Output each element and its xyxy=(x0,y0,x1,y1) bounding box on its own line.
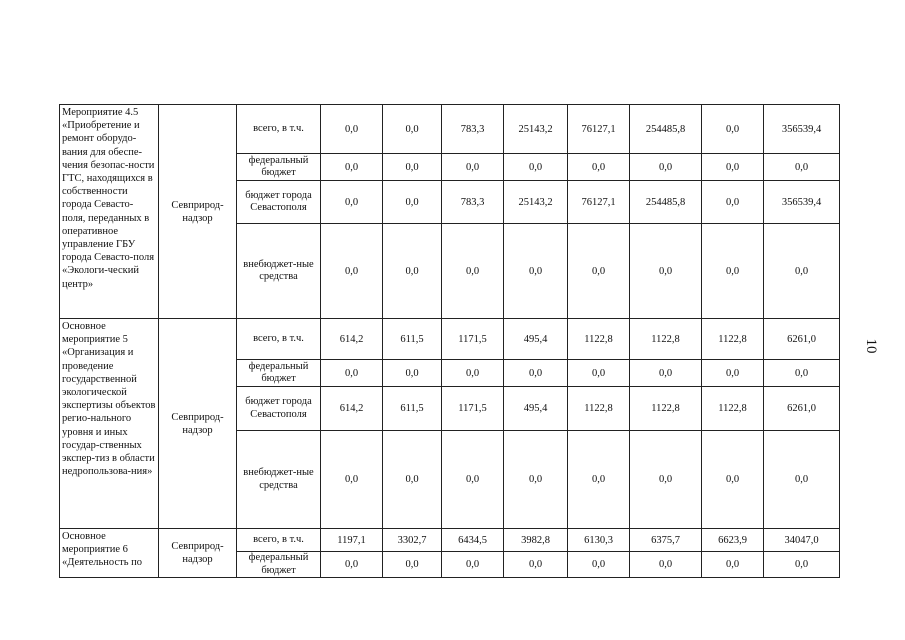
value-cell: 0,0 xyxy=(702,552,764,578)
value-cell: 6434,5 xyxy=(442,529,504,552)
value-cell: 783,3 xyxy=(442,105,504,154)
value-cell: 1122,8 xyxy=(702,319,764,360)
value-cell: 76127,1 xyxy=(568,105,630,154)
value-cell: 1122,8 xyxy=(630,387,702,431)
value-cell: 0,0 xyxy=(383,105,442,154)
value-cell: 0,0 xyxy=(764,154,840,181)
value-cell: 6130,3 xyxy=(568,529,630,552)
page-number: 10 xyxy=(863,338,879,354)
value-cell: 76127,1 xyxy=(568,181,630,224)
value-cell: 0,0 xyxy=(442,360,504,387)
value-cell: 0,0 xyxy=(568,431,630,529)
table-row xyxy=(60,105,840,154)
table-row xyxy=(60,529,840,552)
executor-cell: Севприрод-надзор xyxy=(159,319,237,529)
value-cell: 254485,8 xyxy=(630,181,702,224)
value-cell: 1122,8 xyxy=(568,319,630,360)
value-cell: 0,0 xyxy=(383,224,442,319)
value-cell: 0,0 xyxy=(442,224,504,319)
value-cell: 356539,4 xyxy=(764,105,840,154)
value-cell: 0,0 xyxy=(630,552,702,578)
value-cell: 0,0 xyxy=(442,154,504,181)
table-row xyxy=(60,319,840,360)
value-cell: 0,0 xyxy=(568,552,630,578)
value-cell: 0,0 xyxy=(442,552,504,578)
value-cell: 0,0 xyxy=(383,360,442,387)
value-cell: 0,0 xyxy=(321,552,383,578)
value-cell: 0,0 xyxy=(630,224,702,319)
value-cell: 0,0 xyxy=(321,224,383,319)
value-cell: 783,3 xyxy=(442,181,504,224)
value-cell: 1171,5 xyxy=(442,387,504,431)
value-cell: 6623,9 xyxy=(702,529,764,552)
funding-source-cell: всего, в т.ч. xyxy=(237,105,321,154)
funding-source-cell: внебюджет-ные средства xyxy=(237,224,321,319)
value-cell: 1122,8 xyxy=(630,319,702,360)
value-cell: 0,0 xyxy=(630,431,702,529)
value-cell: 611,5 xyxy=(383,387,442,431)
value-cell: 0,0 xyxy=(442,431,504,529)
value-cell: 0,0 xyxy=(702,181,764,224)
value-cell: 0,0 xyxy=(321,154,383,181)
value-cell: 614,2 xyxy=(321,387,383,431)
value-cell: 1122,8 xyxy=(568,387,630,431)
value-cell: 3982,8 xyxy=(504,529,568,552)
value-cell: 1122,8 xyxy=(702,387,764,431)
event-name-cell: Основное мероприятие 6 «Деятельность по xyxy=(60,529,159,578)
executor-cell: Севприрод-надзор xyxy=(159,105,237,319)
value-cell: 1171,5 xyxy=(442,319,504,360)
funding-source-cell: всего, в т.ч. xyxy=(237,319,321,360)
value-cell: 0,0 xyxy=(630,360,702,387)
value-cell: 495,4 xyxy=(504,319,568,360)
value-cell: 0,0 xyxy=(383,431,442,529)
value-cell: 0,0 xyxy=(702,431,764,529)
funding-source-cell: федеральный бюджет xyxy=(237,154,321,181)
value-cell: 0,0 xyxy=(764,224,840,319)
value-cell: 6261,0 xyxy=(764,387,840,431)
value-cell: 0,0 xyxy=(504,431,568,529)
value-cell: 25143,2 xyxy=(504,181,568,224)
value-cell: 34047,0 xyxy=(764,529,840,552)
value-cell: 0,0 xyxy=(504,360,568,387)
funding-source-cell: федеральный бюджет xyxy=(237,360,321,387)
value-cell: 0,0 xyxy=(504,224,568,319)
budget-table xyxy=(59,104,840,578)
value-cell: 6261,0 xyxy=(764,319,840,360)
value-cell: 0,0 xyxy=(321,431,383,529)
event-name-cell: Мероприятие 4.5 «Приобретение и ремонт оборудо-вания для обеспе-чения безопас-ности ГТС, находящихся в собственности города Севасто-поля, переданных в оперативное управление ГБУ города Севасто-поля «Экологи-ческий центр» xyxy=(60,105,159,319)
executor-cell: Севприрод-надзор xyxy=(159,529,237,578)
value-cell: 0,0 xyxy=(504,552,568,578)
value-cell: 495,4 xyxy=(504,387,568,431)
value-cell: 0,0 xyxy=(383,181,442,224)
value-cell: 0,0 xyxy=(321,181,383,224)
value-cell: 0,0 xyxy=(702,105,764,154)
value-cell: 611,5 xyxy=(383,319,442,360)
value-cell: 0,0 xyxy=(764,360,840,387)
value-cell: 6375,7 xyxy=(630,529,702,552)
value-cell: 0,0 xyxy=(568,360,630,387)
value-cell: 0,0 xyxy=(321,360,383,387)
value-cell: 0,0 xyxy=(764,552,840,578)
value-cell: 0,0 xyxy=(702,224,764,319)
value-cell: 25143,2 xyxy=(504,105,568,154)
value-cell: 0,0 xyxy=(702,154,764,181)
value-cell: 0,0 xyxy=(630,154,702,181)
value-cell: 0,0 xyxy=(504,154,568,181)
value-cell: 0,0 xyxy=(321,105,383,154)
value-cell: 356539,4 xyxy=(764,181,840,224)
value-cell: 0,0 xyxy=(568,224,630,319)
value-cell: 0,0 xyxy=(702,360,764,387)
value-cell: 254485,8 xyxy=(630,105,702,154)
value-cell: 0,0 xyxy=(568,154,630,181)
funding-source-cell: федеральный бюджет xyxy=(237,552,321,578)
value-cell: 0,0 xyxy=(383,154,442,181)
value-cell: 1197,1 xyxy=(321,529,383,552)
value-cell: 0,0 xyxy=(764,431,840,529)
funding-source-cell: бюджет города Севастополя xyxy=(237,387,321,431)
funding-source-cell: бюджет города Севастополя xyxy=(237,181,321,224)
funding-source-cell: всего, в т.ч. xyxy=(237,529,321,552)
event-name-cell: Основное мероприятие 5 «Организация и проведение государственной экологической экспертизы объектов регио-нального уровня и иных государ-ственных экспер-тиз в области недропользова-ния» xyxy=(60,319,159,529)
value-cell: 3302,7 xyxy=(383,529,442,552)
value-cell: 0,0 xyxy=(383,552,442,578)
funding-source-cell: внебюджет-ные средства xyxy=(237,431,321,529)
value-cell: 614,2 xyxy=(321,319,383,360)
